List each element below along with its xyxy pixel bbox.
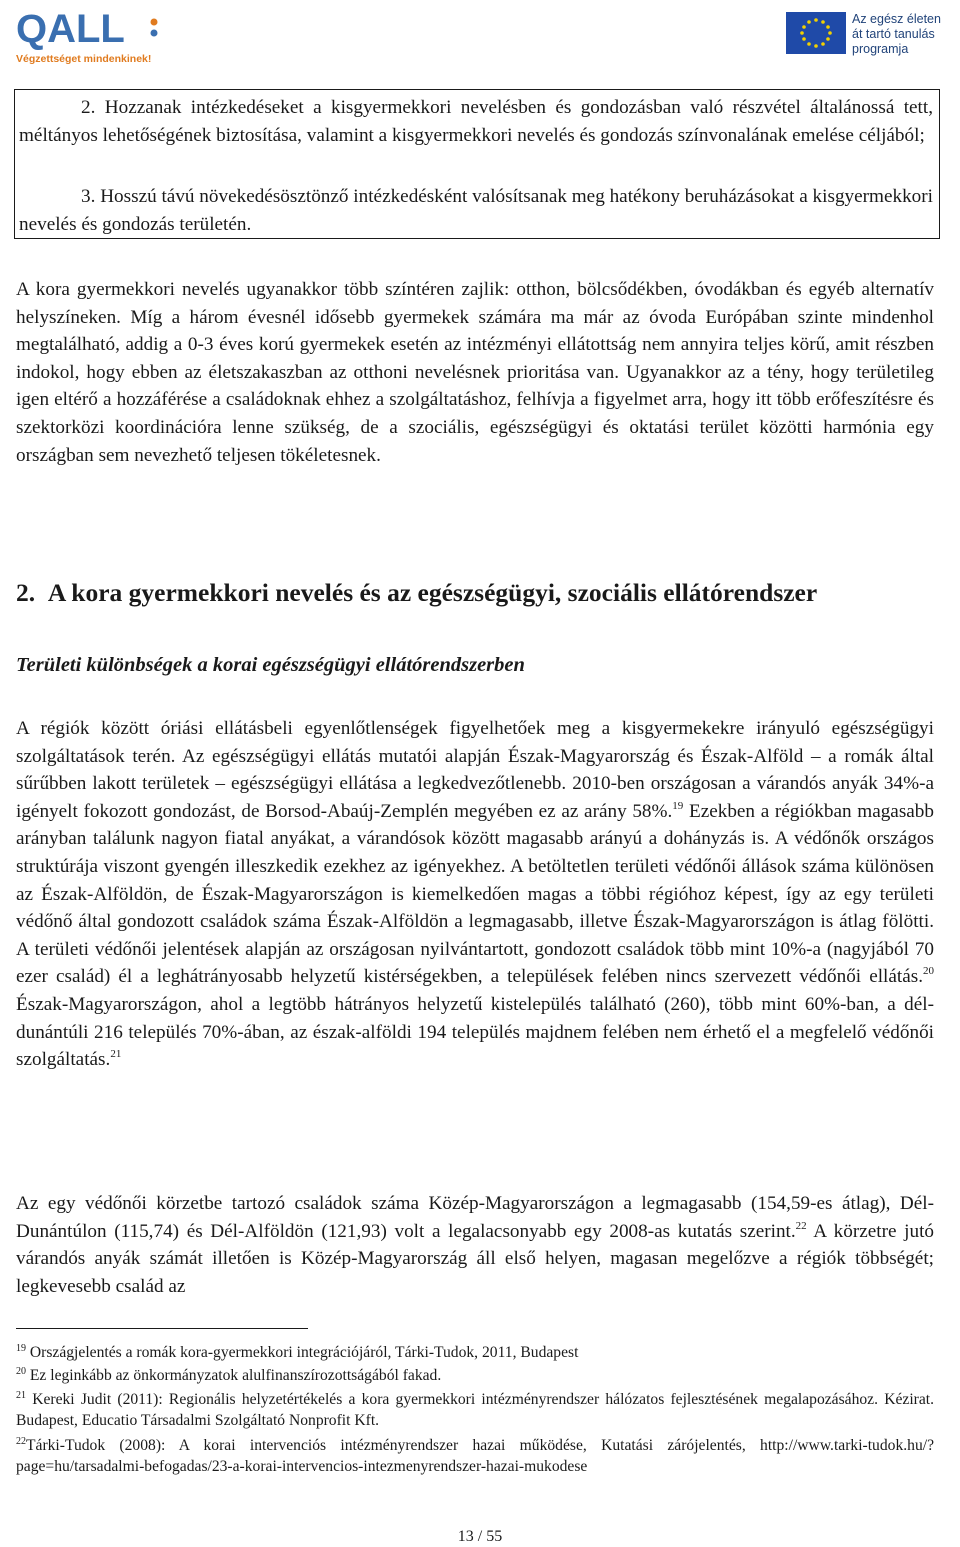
footnote: $^{20}$ Ez leginkább az önkormányzatok alulfinanszírozottságából fakad. [16,1366,442,1384]
logo-line-3: programja [852,42,909,56]
page-header [0,0,960,70]
section-title: 2. A kora gyermekkori nevelés és az egészségügyi, szociális ellátórendszer [16,578,818,607]
intro-paragraph: A kora gyermekkori nevelés ugyanakkor több színtéren zajlik: otthon, bölcsődékben, óvodákban és egyéb alternatív helyszíneken. Míg a három évesnél idősebb gyermekek számára ma már az óvoda Európában szinte mindenhol megtalálható, addig a 0-3 éves korú gyermekek esetén az intézményi ellátottság nem annyira teljes körű, amit részben indokol, hogy ebben az életszakaszban az otthoni nevelésnek prioritása van. Ugyanakkor az a tény, hogy területileg igen eltérő a hozzáférése a családoknak ehhez a szolgáltatáshoz, felhívja a figyelmet arra, hogy itt több erőfeszítésre és szektorközi koordinációra lenne szükség, de a szociális, egészségügyi és oktatási terület közötti harmónia egy országban sem nevezhető teljesen tökéletesnek. [16,279,934,466]
qall-logo [14,4,164,68]
logo-line-2: át tartó tanulás [852,27,935,41]
list-item: 3. Hosszú távú növekedésösztönző intézkedésként valósítsanak meg hatékony beruházásokat a kisgyermekkori nevelés és gondozás területén. [19,186,933,235]
recommendation-box [14,89,940,239]
district-paragraph: Az egy védőnői körzetbe tartozó családok száma Közép-Magyarországon a legmagasabb (154,59-es átlag), Dél-Dunántúlon (115,74) és Dél-Alföldön (121,93) volt a legalacsonyabb egy 2008-as kutatás szerint.$^{22}$ A körzetre jutó várandós anyák számát illetően is Közép-Magyarország áll első helyen, magasan megelőzve a régiók többségét; legkevesebb család az [16,1193,935,1297]
footnote-ref: 21 [110,1048,122,1061]
logo-dot-icon [151,30,158,37]
qall-logo-name: QALL [16,7,125,51]
footnote-divider [16,1328,308,1329]
qall-tagline: Végzettséget mindenkinek! [16,53,152,65]
logo-line-1: Az egész életen [852,12,941,26]
logo-dot-icon [151,19,158,26]
section-subtitle: Területi különbségek a korai egészségügyi ellátórendszerben [16,654,525,676]
footnote: $^{19}$ Országjelentés a romák kora-gyermekkori integrációjáról, Tárki-Tudok, 2011, Budapest [16,1343,579,1361]
page-number: 13 / 55 [457,1528,503,1545]
lifelong-learning-logo [786,8,956,60]
footnote: $^{21}$ Kereki Judit (2011): Regionális helyzetértékelés a kora gyermekkori intézményrendszer hálózatos fejlesztésének megalapozásához. Kézirat. Budapest, Educatio Társadalmi Szolgáltató Nonprofit Kft. [16,1390,934,1429]
list-item: 2. Hozzanak intézkedéseket a kisgyermekkori nevelésben és gondozásban való részvétel általánossá tett, méltányos lehetőségének biztosítása, valamint a kisgyermekkori nevelés és gondozás színvonalának emelése céljából; [19,97,934,146]
regional-paragraph: A régiók között óriási ellátásbeli egyenlőtlenségek figyelhetőek meg a kisgyermekekre irányuló egészségügyi szolgáltatások terén. Az egészségügyi ellátás mutatói alapján Észak-Magyarország és Észak-Alföld – a romák által sűrűbben lakott területek – egészségügyi ellátása a legkedvezőtlenebb. 2010-ben országosan a várandós anyák 34%-a igényelt fokozott gondozást, de Borsod-Abaúj-Zemplén megyében ez az arány 58%.$^{19}$ Ezekben a régiókban magasabb arányban találunk nagyon fiatal anyákat, a várandósok között magasabb arányú a dohányzás is. A védőnők országos struktúrája viszont gyengén illeszkedik ezekhez az igényekhez. A betöltetlen területi védőnői állások száma különösen az Észak-Alföldön, de Észak-Magyarországon is kiemelkedően magas a többi régióhoz képest, így az egy területi védőnő által gondozott családok száma Észak-Alföldön a legmagasabb, illetve Észak-Magyarországon is átlag fölötti. A területi védőnői jelentések alapján az országosan nyilvántartott, gondozott családok több mint 10%-a (nagyjából 70 ezer család) él a leghátrányosabb helyzetű kistérségekben, a települések felében nincs szervezett védőnői ellátás.$^{20}$ Észak-Magyarországon, ahol a legtöbb hátrányos helyzetű kistelepülés található (260), több mint 60%-ban, a dél-dunántúli 216 település 70%-ában, az észak-alföldi 194 település majdnem felében nem érhető el a megfelelő védőnői szolgáltatás.$^{21}$ [16,718,934,1071]
footnote-ref: 20 [923,965,934,978]
footnote: $^{22}$Tárki-Tudok (2008): A korai intervenciós intézményrendszer hazai működése, Kutatási zárójelentés, http://www.tarki-tudok.hu/?page=hu/tarsadalmi-befogadas/23-a-korai-intervencios-intezmenyrendszer-hazai-mukodese [16,1436,934,1475]
footnote-ref: 19 [672,799,684,812]
footnote-ref: 22 [795,1219,807,1232]
